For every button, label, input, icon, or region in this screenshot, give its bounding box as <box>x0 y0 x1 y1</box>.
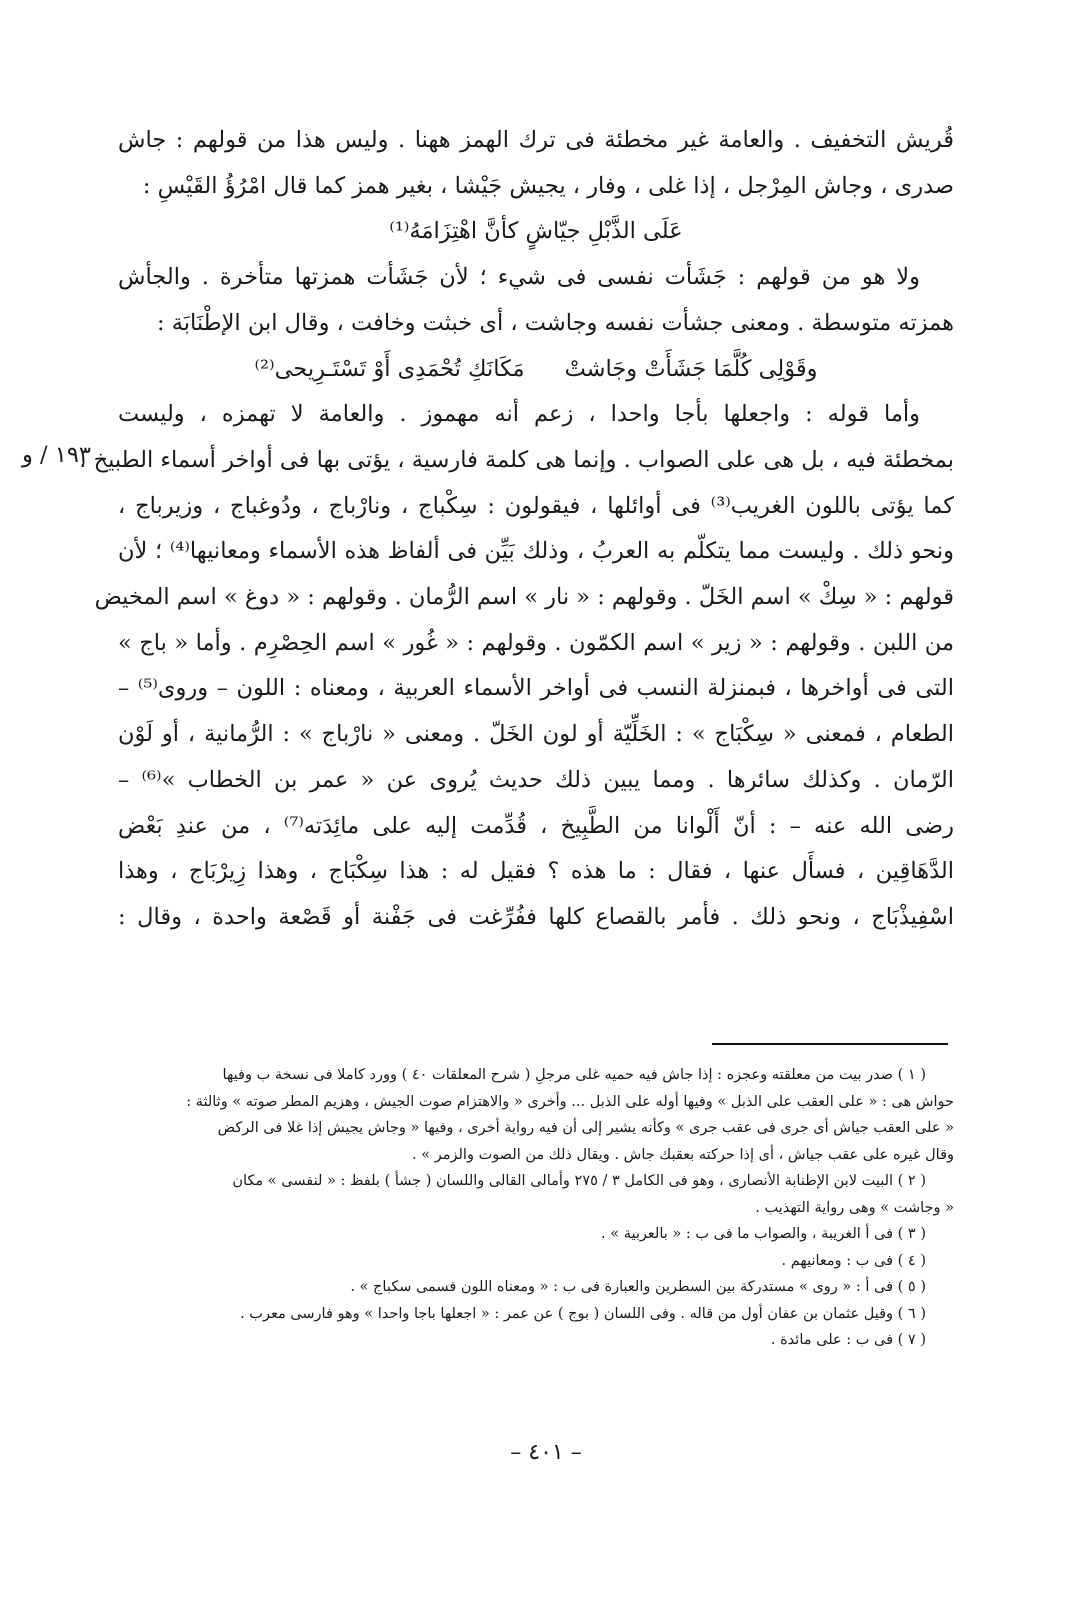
verse-first-hemistich: وقَوْلِى كُلَّمَا جَشَأَتْ وجَاشتْ <box>564 355 818 382</box>
body-line: ونحو ذلك . وليست مما يتكلّم به العربُ ، وذلك بَيِّن فى ألفاظ هذه الأسماء ومعانيها⁽⁴⁾ ؛ لأن <box>118 538 954 565</box>
body-line: كما يؤتى باللون الغريب⁽³⁾ فى أوائلها ، فيقولون : سِكْباج ، ونارْباج ، ودُوغباج ، وزيرباج ، <box>118 492 954 519</box>
body-line: من اللبن . وقولهم : « زير » اسم الكمّون . وقولهم : « غُور » اسم الحِصْرِم . وأما « باج » <box>118 629 954 656</box>
body-line: اسْفِيذْبَاج ، ونحو ذلك . فأمر بالقصاع كلها ففُرِّغت فى جَفْنة أو قَصْعة واحدة ، وقال : <box>118 903 954 930</box>
page-number: – ٤٠١ – <box>510 1440 582 1465</box>
body-line: الدَّهَاقِين ، فسأَل عنها ، فقال : ما هذه ؟ فقيل له : هذا سِكْبَاج ، وهذا زِيرْبَاج ، وهذا <box>118 858 954 885</box>
body-line: الرّمان . وكذلك سائرها . ومما يبين ذلك حديث يُروى عن « عمر بن الخطاب »⁽⁶⁾ – <box>118 766 954 793</box>
manuscript-folio-note: ١٩٣ / و <box>22 442 92 468</box>
footnote-line: ( ٧ ) فى ب : على مائدة . <box>770 1332 926 1348</box>
body-line: قولهم : « سِكْ » اسم الخَلّ . وقولهم : « نار » اسم الرُّمان . وقولهم : « دوغ » اسم المخيض <box>94 584 954 611</box>
footnotes <box>118 1062 954 1354</box>
footnote-line: وقال غيره على عقب جياش ، أى إذا حركته بعقبك جاش . ويقال ذلك من الصوت والزمر » . <box>412 1146 954 1163</box>
footnote-line: حواش هى : « على العقب على الذبل » وفيها أوله على الذبل ... وأخرى « والاهتزام صوت الجيش ، وهزيم المطر صوته » وثالثة : <box>186 1093 954 1110</box>
main-text <box>79 118 954 941</box>
body-line: التى فى أواخرها ، فبمنزلة النسب فى أواخر الأسماء العربية ، ومعناه : اللون – وروى⁽⁵⁾ – <box>118 675 954 702</box>
footnote-line: ( ٤ ) فى ب : ومعانيهم . <box>781 1252 926 1269</box>
footnote-line: ( ١ ) صدر بيت من معلقته وعجزه : إذا جاش فيه حميه غلى مرجلِ ( شرح المعلقات ٤٠ ) وورد كاملا فى نسخة ب وفيها <box>222 1067 926 1083</box>
footnote-line: ( ٣ ) فى أ الغريبة ، والصواب ما فى ب : « بالعربية » . <box>601 1226 926 1242</box>
body-line: بمخطئة فيه ، بل هى على الصواب . وإنما هى كلمة فارسية ، يؤتى بها فى أواخر أسماء الطبيخ ، <box>79 446 954 473</box>
footnote-line: ( ٥ ) فى أ : « روى » مستدركة بين السطرين والعبارة فى ب : « ومعناه اللون فسمى سكباج » . <box>350 1279 926 1295</box>
body-line: وأما قوله : واجعلها بأجا واحدا ، زعم أنه مهموز . والعامة لا تهمزه ، وليست <box>118 401 920 428</box>
footnote-separator <box>712 1043 948 1045</box>
footnote-line: « وجاشت » وهى رواية التهذيب . <box>755 1199 954 1216</box>
footnote-line: « على العقب جياش أى جرى فى عقب جرى » وكأنه يشير إلى أن فيه رواية أخرى ، وفيها « وجاش يجيش إذا غلا فى الركض <box>217 1120 954 1136</box>
footnote-line: ( ٢ ) البيت لابن الإطنابة الأنصارى ، وهو فى الكامل ٣ / ٢٧٥ وأمالى القالى واللسان ( جشأ ) بلفظ : « لنفسى » مكان <box>232 1173 926 1189</box>
verse-line: عَلَى الذَّبْلِ جيّاشٍ كأنَّ اهْتِزَامَهُ⁽¹⁾ <box>389 218 683 245</box>
footnote-line: ( ٦ ) وقيل عثمان بن عفان أول من قاله . وفى اللسان ( بوج ) عن عمر : « اجعلها باجا واحدا » وهو فارسى معرب . <box>240 1305 926 1322</box>
body-line: رضى الله عنه – : أنّ أَلْوانا من الطَّبِيخ ، قُدِّمت إليه على مائِدَته⁽⁷⁾ ، من عندِ بَعْض <box>118 812 954 839</box>
body-line: ولا هو من قولهم : جَشَأت نفسى فى شيء ؛ لأن جَشَأت همزتها متأخرة . والجأش <box>118 264 920 291</box>
body-line: الطعام ، فمعنى « سِكْبَاج » : الخَلِّيّة أو لون الخَلّ . ومعنى « نارْباج » : الرُّمانية ، أو لَوْن <box>118 721 954 748</box>
verse-second-hemistich: مَكَانَكِ تُحْمَدِى أَوْ تَسْتَـرِيحى⁽²⁾ <box>254 355 525 382</box>
verse-couplet <box>118 347 954 393</box>
body-line: قُريش التخفيف . والعامة غير مخطئة فى ترك الهمز ههنا . وليس هذا من قولهم : جاش <box>118 127 954 153</box>
body-line: صدرى ، وجاش المِرْجل ، إذا غلى ، وفار ، يجيش جَيْشا ، بغير همز كما قال امْرُؤُ القَيْسِ : <box>142 172 954 199</box>
body-line: همزته متوسطة . ومعنى جشأت نفسه وجاشت ، أى خبثت وخافت ، وقال ابن الإطْنَابَة : <box>156 309 954 336</box>
